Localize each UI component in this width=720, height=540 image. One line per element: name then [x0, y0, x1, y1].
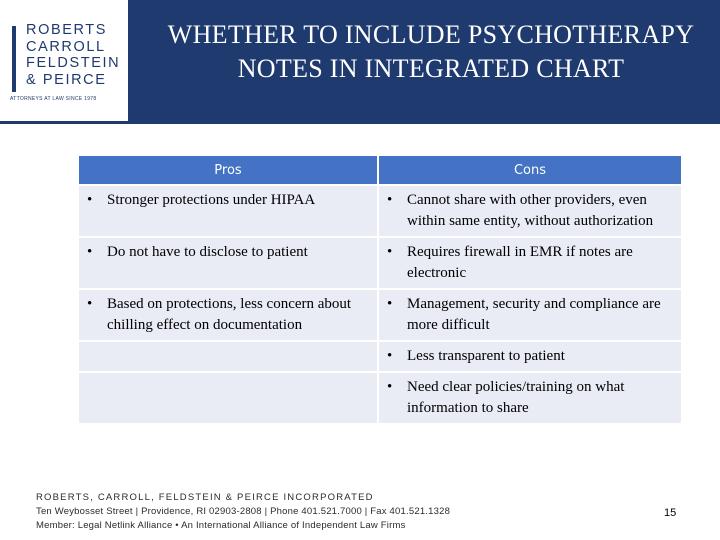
cons-header: Cons [379, 156, 681, 184]
bullet: • [87, 192, 93, 208]
pros-cell-empty [79, 342, 377, 371]
firm-logo [0, 0, 128, 124]
bullet: • [387, 348, 393, 364]
bullet: • [387, 192, 393, 208]
table-row [79, 373, 681, 423]
pros-cell [79, 238, 377, 288]
pros-text: Stronger protections under HIPAA [107, 192, 316, 208]
cons-cell [379, 290, 681, 340]
bullet: • [87, 244, 93, 260]
logo-line: ROBERTS [26, 22, 108, 38]
table-row [79, 186, 681, 236]
logo-line: FELDSTEIN [26, 55, 121, 71]
bullet: • [387, 379, 393, 395]
logo-line: CARROLL [26, 38, 106, 55]
cons-cell [379, 342, 681, 371]
pros-cell-empty [79, 373, 377, 423]
pros-cons-table [77, 154, 683, 425]
cons-cell [379, 186, 681, 236]
logo-accent-bar [12, 26, 16, 92]
footer-membership: Member: Legal Netlink Alliance • An International Alliance of Independent Law Firms [36, 520, 406, 531]
table-row [79, 238, 681, 288]
page-number: 15 [664, 507, 677, 519]
table-row [79, 342, 681, 371]
pros-cell [79, 290, 377, 340]
cons-text: Need clear policies/training on what information to share [407, 379, 625, 416]
bullet: • [387, 244, 393, 260]
logo-line: & PEIRCE [26, 71, 107, 88]
logo-tagline: ATTORNEYS AT LAW SINCE 1978 [10, 96, 97, 102]
cons-text: Requires firewall in EMR if notes are electronic [407, 244, 633, 281]
cons-cell [379, 373, 681, 423]
header-banner [0, 0, 720, 124]
bullet: • [87, 296, 93, 312]
cons-text: Cannot share with other providers, even within same entity, without authorization [407, 192, 654, 229]
cons-text: Less transparent to patient [407, 348, 565, 364]
logo-wordmark [26, 22, 122, 88]
footer [36, 491, 450, 533]
pros-text: Do not have to disclose to patient [107, 244, 308, 260]
pros-cell [79, 186, 377, 236]
slide-title: WHETHER TO INCLUDE PSYCHOTHERAPY NOTES IN INTEGRATED CHART [167, 20, 695, 83]
pros-header: Pros [79, 156, 377, 184]
pros-text: Based on protections, less concern about chilling effect on documentation [107, 296, 352, 333]
table-header-row [79, 156, 681, 184]
cons-text: Management, security and compliance are more difficult [407, 296, 661, 333]
footer-address: Ten Weybosset Street | Providence, RI 02903-2808 | Phone 401.521.7000 | Fax 401.521.1328 [36, 506, 451, 517]
table-row [79, 290, 681, 340]
bullet: • [387, 296, 393, 312]
cons-cell [379, 238, 681, 288]
footer-firm-name: ROBERTS, CARROLL, FELDSTEIN & PEIRCE INCORPORATED [36, 492, 374, 503]
